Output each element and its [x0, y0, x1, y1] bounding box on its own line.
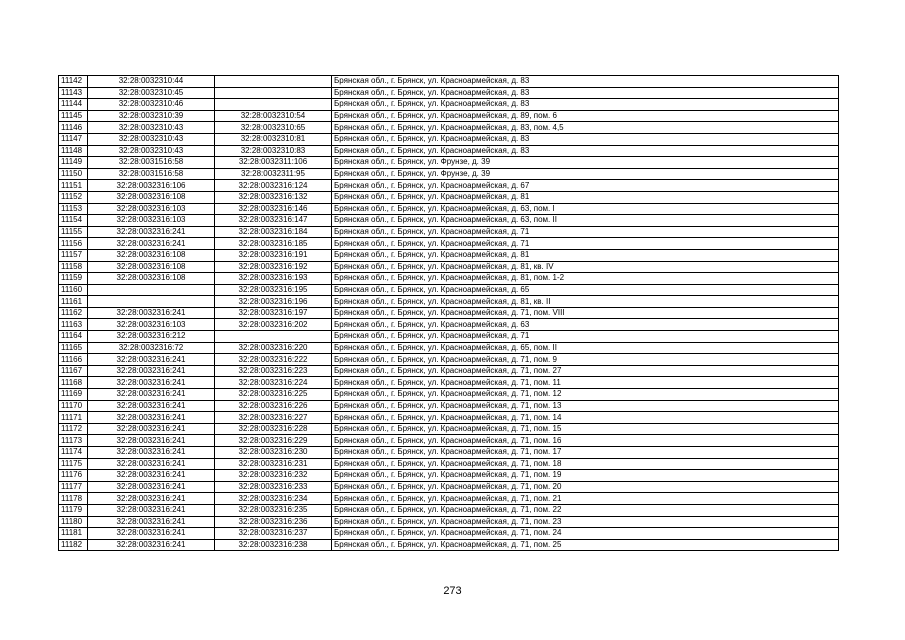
table-row	[59, 168, 839, 180]
object-cadastral-number-cell: 32:28:0032316:232	[215, 470, 332, 482]
cadastral-number-cell: 32:28:0032316:241	[88, 354, 215, 366]
object-cadastral-number-cell: 32:28:0032316:235	[215, 504, 332, 516]
address-cell: Брянская обл., г. Брянск, ул. Красноармейская, д. 63, пом. II	[332, 215, 839, 227]
object-cadastral-number-cell: 32:28:0032316:202	[215, 319, 332, 331]
cadastral-number-cell: 32:28:0032316:241	[88, 238, 215, 250]
table-row	[59, 354, 839, 366]
address-cell: Брянская обл., г. Брянск, ул. Красноармейская, д. 71	[332, 226, 839, 238]
address-cell: Брянская обл., г. Брянск, ул. Красноармейская, д. 65, пом. II	[332, 342, 839, 354]
cadastral-number-cell: 32:28:0032316:108	[88, 191, 215, 203]
object-cadastral-number-cell: 32:28:0032316:192	[215, 261, 332, 273]
row-number-cell: 11180	[59, 516, 88, 528]
cadastral-number-cell: 32:28:0032310:39	[88, 110, 215, 122]
address-cell: Брянская обл., г. Брянск, ул. Красноармейская, д. 81, кв. II	[332, 296, 839, 308]
row-number-cell: 11173	[59, 435, 88, 447]
cadastral-number-cell: 32:28:0032316:241	[88, 377, 215, 389]
address-cell: Брянская обл., г. Брянск, ул. Красноармейская, д. 67	[332, 180, 839, 192]
table-row	[59, 504, 839, 516]
row-number-cell: 11164	[59, 331, 88, 343]
address-cell: Брянская обл., г. Брянск, ул. Красноармейская, д. 71, пом. 17	[332, 447, 839, 459]
row-number-cell: 11146	[59, 122, 88, 134]
object-cadastral-number-cell: 32:28:0032316:230	[215, 447, 332, 459]
address-cell: Брянская обл., г. Брянск, ул. Красноармейская, д. 71, пом. 12	[332, 389, 839, 401]
address-cell: Брянская обл., г. Брянск, ул. Красноармейская, д. 71, пом. 27	[332, 365, 839, 377]
table-row	[59, 389, 839, 401]
row-number-cell: 11161	[59, 296, 88, 308]
row-number-cell: 11150	[59, 168, 88, 180]
table-row	[59, 99, 839, 111]
object-cadastral-number-cell: 32:28:0032310:65	[215, 122, 332, 134]
row-number-cell: 11153	[59, 203, 88, 215]
table-row	[59, 447, 839, 459]
address-cell: Брянская обл., г. Брянск, ул. Фрунзе, д. 39	[332, 157, 839, 169]
registry-table-body	[59, 76, 839, 551]
object-cadastral-number-cell: 32:28:0032316:231	[215, 458, 332, 470]
address-cell: Брянская обл., г. Брянск, ул. Красноармейская, д. 71, пом. 25	[332, 539, 839, 551]
cadastral-number-cell: 32:28:0032316:241	[88, 447, 215, 459]
table-row	[59, 400, 839, 412]
table-row	[59, 481, 839, 493]
cadastral-number-cell: 32:28:0032316:241	[88, 504, 215, 516]
row-number-cell: 11167	[59, 365, 88, 377]
row-number-cell: 11165	[59, 342, 88, 354]
address-cell: Брянская обл., г. Брянск, ул. Красноармейская, д. 71, пом. 21	[332, 493, 839, 505]
row-number-cell: 11170	[59, 400, 88, 412]
address-cell: Брянская обл., г. Брянск, ул. Красноармейская, д. 71, пом. 23	[332, 516, 839, 528]
object-cadastral-number-cell: 32:28:0032316:225	[215, 389, 332, 401]
table-row	[59, 180, 839, 192]
cadastral-number-cell: 32:28:0032316:241	[88, 389, 215, 401]
cadastral-number-cell: 32:28:0032316:241	[88, 365, 215, 377]
cadastral-number-cell: 32:28:0032310:44	[88, 76, 215, 88]
address-cell: Брянская обл., г. Брянск, ул. Красноармейская, д. 83	[332, 99, 839, 111]
address-cell: Брянская обл., г. Брянск, ул. Красноармейская, д. 71, пом. 22	[332, 504, 839, 516]
cadastral-number-cell: 32:28:0032316:103	[88, 203, 215, 215]
object-cadastral-number-cell: 32:28:0032316:233	[215, 481, 332, 493]
table-row	[59, 342, 839, 354]
object-cadastral-number-cell: 32:28:0032316:229	[215, 435, 332, 447]
cadastral-number-cell	[88, 296, 215, 308]
table-row	[59, 516, 839, 528]
object-cadastral-number-cell: 32:28:0032316:185	[215, 238, 332, 250]
cadastral-number-cell: 32:28:0032316:108	[88, 261, 215, 273]
object-cadastral-number-cell: 32:28:0032316:236	[215, 516, 332, 528]
address-cell: Брянская обл., г. Брянск, ул. Красноармейская, д. 63	[332, 319, 839, 331]
object-cadastral-number-cell: 32:28:0032316:222	[215, 354, 332, 366]
row-number-cell: 11171	[59, 412, 88, 424]
object-cadastral-number-cell: 32:28:0032316:146	[215, 203, 332, 215]
cadastral-number-cell: 32:28:0032316:72	[88, 342, 215, 354]
address-cell: Брянская обл., г. Брянск, ул. Красноармейская, д. 71, пом. 16	[332, 435, 839, 447]
address-cell: Брянская обл., г. Брянск, ул. Красноармейская, д. 71	[332, 238, 839, 250]
object-cadastral-number-cell: 32:28:0032316:197	[215, 307, 332, 319]
table-row	[59, 191, 839, 203]
cadastral-number-cell: 32:28:0032316:241	[88, 481, 215, 493]
row-number-cell: 11158	[59, 261, 88, 273]
address-cell: Брянская обл., г. Брянск, ул. Фрунзе, д. 39	[332, 168, 839, 180]
object-cadastral-number-cell: 32:28:0032316:132	[215, 191, 332, 203]
address-cell: Брянская обл., г. Брянск, ул. Красноармейская, д. 81, кв. IV	[332, 261, 839, 273]
row-number-cell: 11145	[59, 110, 88, 122]
object-cadastral-number-cell: 32:28:0032316:237	[215, 528, 332, 540]
address-cell: Брянская обл., г. Брянск, ул. Красноармейская, д. 83, пом. 4,5	[332, 122, 839, 134]
object-cadastral-number-cell: 32:28:0032316:193	[215, 273, 332, 285]
row-number-cell: 11181	[59, 528, 88, 540]
registry-table	[58, 75, 839, 551]
address-cell: Брянская обл., г. Брянск, ул. Красноармейская, д. 83	[332, 133, 839, 145]
cadastral-number-cell: 32:28:0032310:43	[88, 133, 215, 145]
cadastral-number-cell: 32:28:0032316:241	[88, 493, 215, 505]
cadastral-number-cell: 32:28:0032316:241	[88, 458, 215, 470]
cadastral-number-cell: 32:28:0032316:241	[88, 539, 215, 551]
object-cadastral-number-cell: 32:28:0032316:227	[215, 412, 332, 424]
object-cadastral-number-cell	[215, 87, 332, 99]
address-cell: Брянская обл., г. Брянск, ул. Красноармейская, д. 71, пом. 20	[332, 481, 839, 493]
object-cadastral-number-cell: 32:28:0032316:228	[215, 423, 332, 435]
table-row	[59, 133, 839, 145]
cadastral-number-cell: 32:28:0032310:43	[88, 145, 215, 157]
object-cadastral-number-cell: 32:28:0032316:196	[215, 296, 332, 308]
object-cadastral-number-cell: 32:28:0032316:224	[215, 377, 332, 389]
table-row	[59, 377, 839, 389]
cadastral-number-cell: 32:28:0032316:241	[88, 435, 215, 447]
cadastral-number-cell: 32:28:0032316:241	[88, 226, 215, 238]
table-row	[59, 226, 839, 238]
address-cell: Брянская обл., г. Брянск, ул. Красноармейская, д. 83	[332, 145, 839, 157]
row-number-cell: 11179	[59, 504, 88, 516]
address-cell: Брянская обл., г. Брянск, ул. Красноармейская, д. 71	[332, 331, 839, 343]
cadastral-number-cell: 32:28:0032316:241	[88, 400, 215, 412]
cadastral-number-cell: 32:28:0032316:103	[88, 319, 215, 331]
cadastral-number-cell: 32:28:0032316:241	[88, 516, 215, 528]
object-cadastral-number-cell: 32:28:0032310:54	[215, 110, 332, 122]
address-cell: Брянская обл., г. Брянск, ул. Красноармейская, д. 71, пом. 13	[332, 400, 839, 412]
row-number-cell: 11152	[59, 191, 88, 203]
address-cell: Брянская обл., г. Брянск, ул. Красноармейская, д. 83	[332, 76, 839, 88]
address-cell: Брянская обл., г. Брянск, ул. Красноармейская, д. 71, пом. 24	[332, 528, 839, 540]
row-number-cell: 11156	[59, 238, 88, 250]
table-row	[59, 110, 839, 122]
object-cadastral-number-cell: 32:28:0032316:234	[215, 493, 332, 505]
table-row	[59, 423, 839, 435]
table-row	[59, 215, 839, 227]
row-number-cell: 11160	[59, 284, 88, 296]
row-number-cell: 11162	[59, 307, 88, 319]
cadastral-number-cell: 32:28:0032316:108	[88, 273, 215, 285]
row-number-cell: 11142	[59, 76, 88, 88]
row-number-cell: 11172	[59, 423, 88, 435]
object-cadastral-number-cell: 32:28:0032316:124	[215, 180, 332, 192]
table-row	[59, 539, 839, 551]
object-cadastral-number-cell: 32:28:0032316:223	[215, 365, 332, 377]
table-row	[59, 331, 839, 343]
address-cell: Брянская обл., г. Брянск, ул. Красноармейская, д. 71, пом. 9	[332, 354, 839, 366]
cadastral-number-cell: 32:28:0032316:241	[88, 528, 215, 540]
table-row	[59, 458, 839, 470]
object-cadastral-number-cell: 32:28:0032316:195	[215, 284, 332, 296]
cadastral-number-cell: 32:28:0032316:103	[88, 215, 215, 227]
row-number-cell: 11149	[59, 157, 88, 169]
table-row	[59, 319, 839, 331]
address-cell: Брянская обл., г. Брянск, ул. Красноармейская, д. 71, пом. 11	[332, 377, 839, 389]
address-cell: Брянская обл., г. Брянск, ул. Красноармейская, д. 71, пом. 18	[332, 458, 839, 470]
cadastral-number-cell: 32:28:0032310:43	[88, 122, 215, 134]
page-number: 273	[443, 585, 462, 597]
row-number-cell: 11178	[59, 493, 88, 505]
table-row	[59, 493, 839, 505]
row-number-cell: 11151	[59, 180, 88, 192]
address-cell: Брянская обл., г. Брянск, ул. Красноармейская, д. 71, пом. 14	[332, 412, 839, 424]
row-number-cell: 11174	[59, 447, 88, 459]
table-row	[59, 145, 839, 157]
object-cadastral-number-cell	[215, 76, 332, 88]
object-cadastral-number-cell: 32:28:0032316:184	[215, 226, 332, 238]
row-number-cell: 11163	[59, 319, 88, 331]
table-row	[59, 435, 839, 447]
address-cell: Брянская обл., г. Брянск, ул. Красноармейская, д. 81	[332, 249, 839, 261]
object-cadastral-number-cell: 32:28:0032316:238	[215, 539, 332, 551]
table-row	[59, 296, 839, 308]
row-number-cell: 11144	[59, 99, 88, 111]
address-cell: Брянская обл., г. Брянск, ул. Красноармейская, д. 71, пом. 15	[332, 423, 839, 435]
row-number-cell: 11169	[59, 389, 88, 401]
row-number-cell: 11147	[59, 133, 88, 145]
table-row	[59, 122, 839, 134]
cadastral-number-cell: 32:28:0031516:58	[88, 168, 215, 180]
object-cadastral-number-cell: 32:28:0032316:226	[215, 400, 332, 412]
cadastral-number-cell: 32:28:0032316:108	[88, 249, 215, 261]
table-row	[59, 238, 839, 250]
row-number-cell: 11157	[59, 249, 88, 261]
object-cadastral-number-cell: 32:28:0032310:81	[215, 133, 332, 145]
object-cadastral-number-cell	[215, 331, 332, 343]
object-cadastral-number-cell: 32:28:0032316:220	[215, 342, 332, 354]
object-cadastral-number-cell	[215, 99, 332, 111]
row-number-cell: 11143	[59, 87, 88, 99]
row-number-cell: 11182	[59, 539, 88, 551]
cadastral-number-cell: 32:28:0032310:46	[88, 99, 215, 111]
address-cell: Брянская обл., г. Брянск, ул. Красноармейская, д. 71, пом. 19	[332, 470, 839, 482]
object-cadastral-number-cell: 32:28:0032311:106	[215, 157, 332, 169]
cadastral-number-cell	[88, 284, 215, 296]
object-cadastral-number-cell: 32:28:0032316:147	[215, 215, 332, 227]
cadastral-number-cell: 32:28:0032316:241	[88, 412, 215, 424]
table-row	[59, 87, 839, 99]
table-row	[59, 203, 839, 215]
cadastral-number-cell: 32:28:0032310:45	[88, 87, 215, 99]
address-cell: Брянская обл., г. Брянск, ул. Красноармейская, д. 65	[332, 284, 839, 296]
row-number-cell: 11159	[59, 273, 88, 285]
address-cell: Брянская обл., г. Брянск, ул. Красноармейская, д. 81, пом. 1-2	[332, 273, 839, 285]
row-number-cell: 11154	[59, 215, 88, 227]
row-number-cell: 11176	[59, 470, 88, 482]
registry-table-container	[58, 75, 839, 551]
row-number-cell: 11168	[59, 377, 88, 389]
row-number-cell: 11175	[59, 458, 88, 470]
table-row	[59, 284, 839, 296]
cadastral-number-cell: 32:28:0032316:241	[88, 307, 215, 319]
table-row	[59, 273, 839, 285]
table-row	[59, 249, 839, 261]
cadastral-number-cell: 32:28:0031516:58	[88, 157, 215, 169]
table-row	[59, 76, 839, 88]
row-number-cell: 11177	[59, 481, 88, 493]
address-cell: Брянская обл., г. Брянск, ул. Красноармейская, д. 89, пом. 6	[332, 110, 839, 122]
table-row	[59, 307, 839, 319]
address-cell: Брянская обл., г. Брянск, ул. Красноармейская, д. 83	[332, 87, 839, 99]
address-cell: Брянская обл., г. Брянск, ул. Красноармейская, д. 63, пом. I	[332, 203, 839, 215]
object-cadastral-number-cell: 32:28:0032310:83	[215, 145, 332, 157]
table-row	[59, 365, 839, 377]
cadastral-number-cell: 32:28:0032316:241	[88, 470, 215, 482]
table-row	[59, 157, 839, 169]
object-cadastral-number-cell: 32:28:0032311:95	[215, 168, 332, 180]
table-row	[59, 261, 839, 273]
address-cell: Брянская обл., г. Брянск, ул. Красноармейская, д. 81	[332, 191, 839, 203]
table-row	[59, 412, 839, 424]
row-number-cell: 11166	[59, 354, 88, 366]
object-cadastral-number-cell: 32:28:0032316:191	[215, 249, 332, 261]
table-row	[59, 528, 839, 540]
cadastral-number-cell: 32:28:0032316:106	[88, 180, 215, 192]
cadastral-number-cell: 32:28:0032316:241	[88, 423, 215, 435]
address-cell: Брянская обл., г. Брянск, ул. Красноармейская, д. 71, пом. VIII	[332, 307, 839, 319]
row-number-cell: 11148	[59, 145, 88, 157]
table-row	[59, 470, 839, 482]
cadastral-number-cell: 32:28:0032316:212	[88, 331, 215, 343]
row-number-cell: 11155	[59, 226, 88, 238]
